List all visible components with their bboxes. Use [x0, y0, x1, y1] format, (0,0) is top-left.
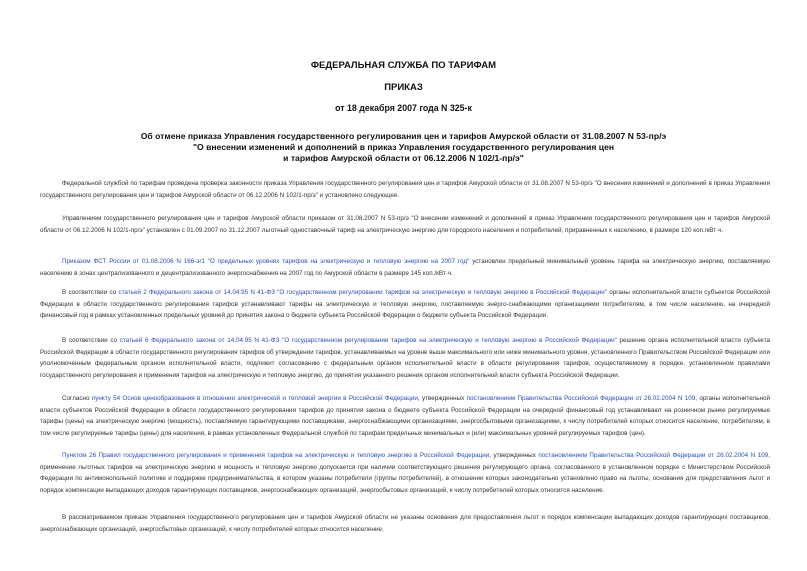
paragraph-6 — [40, 393, 770, 439]
law-article-2-link[interactable]: статьей 2 Федерального закона от 14.04.95 N 41-ФЗ "О государственном регулировании тарифов на электрическую и тепловую энергию в Российской Федерации" — [118, 289, 608, 296]
date-number-heading: от 18 декабря 2007 года N 325-к — [335, 103, 472, 113]
paragraph-5-text-a: В соответствии со — [62, 337, 120, 344]
agency-heading: ФЕДЕРАЛЬНАЯ СЛУЖБА ПО ТАРИФАМ — [310, 60, 497, 71]
doc-type-heading: ПРИКАЗ — [384, 82, 423, 93]
paragraph-2: Управлением государственного регулирования цен и тарифов Амурской области приказом от 31.08.2007 N 53-пр/э "О внесении изменений и дополнений в приказ Управления государственного регулирования цен и тарифов Амурской области от 06.12.2006 N 102/1-пр/э" установлен с 01.09.2007 по 31.12.2007 льготный одноставочный тариф на электрическую энергию для городского населения и потребителей, приравненных к населению, в размере 120 коп./кВт·ч. — [40, 215, 770, 234]
paragraph-5-text-b: решение органа исполнительной власти субъекта Российской Федерации в области государственного регулирования тарифов об утверждении тарифов, устанавливаемых на уровне выше максимального или ниже минимального уровня, установленного Правительством Российской Федерации или уполномоченным федеральным органом исполнительной власти, подлежит согласованию с федеральным органом исполнительной власти в области регулирования тарифов, осуществляемому в порядке, установленном правилами государственного регулирования и применения тарифов на электрическую и тепловую энергию, до принятия указанного решения органом исполнительной власти субъекта Российской Федерации. — [40, 337, 771, 379]
paragraph-3-text: установлен предельный минимальный уровень тарифа на электрическую энергию, поставляемую населению в зонах централизованного и децентрализованного энергоснабжения на 2007 год по Амурской области в размере 145 коп./кВт·ч. — [40, 258, 770, 277]
rules-item-26-link[interactable]: Пунктом 26 Правил государственного регулирования и применения тарифов на электрическую и тепловую энергию в Российской Федерации — [62, 452, 490, 459]
government-decree-link[interactable]: постановлением Правительства Российской Федерации от 26.02.2004 N 109 — [466, 395, 696, 402]
paragraph-1: Федеральной службой по тарифам проведена проверка законности приказа Управления государственного регулирования цен и тарифов Амурской области от 31.08.2007 N 53-пр/э "О внесении изменений и дополнений в приказ Управления государственного регулирования цен и тарифов Амурской области от 06.12.2006 N 102/1-пр/э" и установлено следующее. — [40, 180, 770, 199]
paragraph-5 — [40, 335, 770, 381]
paragraph-4-text-a: В соответствии со — [62, 289, 119, 296]
paragraph-7-text-a: , утвержденных — [489, 452, 539, 459]
paragraph-6-text-b: , утвержденных — [417, 395, 467, 402]
order-fst-link[interactable]: Приказом ФСТ России от 01.08.2006 N 166-э/1 "О предельных уровнях тарифов на электрическую и тепловую энергию на 2007 год" — [62, 258, 470, 265]
paragraph-4 — [40, 287, 770, 322]
title-line-1: Об отмене приказа Управления государственного регулирования цен и тарифов Амурской области от 31.08.2007 N 53-пр/э — [140, 131, 667, 141]
paragraph-7-text-b: , применение льготных тарифов на электрическую энергию и мощность и тепловую энергию допускается при наличии соответствующего решения регулирующего органа, согласованного в установленном порядке с Министерством Российской Федерации по антимонопольной политике и поддержке предпринимательства, в котором указаны потребители (группы потребителей), в отношении которых законодательно установлено право на льготы, основания для предоставления льгот и порядок компенсации выпадающих доходов гарантирующих поставщиков, энергоснабжающих организаций, энергосбытовых организаций, к числу потребителей которых относится население. — [40, 452, 770, 494]
paragraph-4-text-b: органы исполнительной власти субъектов Российской Федерации в области государственного регулирования тарифов устанавливают тарифы на электрическую и тепловую энергию, поставляемую энерго-снабжающими организациями потребителям, в том числе населению, на очередной финансовый год в рамках установленных предельных уровней до принятия закона о бюджете субъекта Российской Федерации о бюджете субъекта Российской Федерации. — [40, 289, 771, 320]
law-article-6-link[interactable]: статьей 6 Федерального закона от 14.04.95 N 41-ФЗ "О государственном регулировании тарифов на электрическую и тепловую энергию в Российской Федерации" — [119, 337, 617, 344]
paragraph-6-text-c: , органы исполнительной власти субъектов Российской Федерации в области государственного регулирования тарифов до принятия закона о бюджете субъекта Российской Федерации на очередной финансовый год устанавливают на розничном рынке регулируемые тарифы (цены) на электрическую энергию (мощность), поставляемую гарантирующими поставщиками, энергоснабжающими организациями, энергосбытовыми организациями, к числу потребителей которых относится население, потребителям, в том числе регулируемые тарифы (цены) для населения, в рамках установленных Федеральной службой по тарифам предельных минимальных и (или) максимальных уровней регулируемых тарифов (цен). — [40, 395, 771, 437]
title-line-3: и тарифов Амурской области от 06.12.2006 N 102/1-пр/э" — [283, 153, 524, 163]
paragraph-6-text-a: Согласно — [62, 395, 92, 402]
title-line-2: "О внесении изменений и дополнений в приказ Управления государственного регулирования цен — [192, 142, 615, 152]
government-decree-link-2[interactable]: постановлением Правительства Российской Федерации от 26.02.2004 N 109 — [538, 452, 769, 459]
document-title — [0, 131, 807, 164]
paragraph-7 — [40, 450, 770, 496]
paragraph-3 — [40, 256, 770, 279]
paragraph-8: В рассматриваемом приказе Управления государственного регулирования цен и тарифов Амурской области не указаны основания для предоставления льгот и порядок компенсации выпадающих доходов гарантирующих поставщиков, энергоснабжающих организаций, энергосбытовых организаций, к числу потребителей которых относится население. — [40, 514, 770, 533]
pricing-basics-link[interactable]: пункту 54 Основ ценообразования в отношении электрической и тепловой энергии в Российской Федерации — [91, 395, 418, 402]
